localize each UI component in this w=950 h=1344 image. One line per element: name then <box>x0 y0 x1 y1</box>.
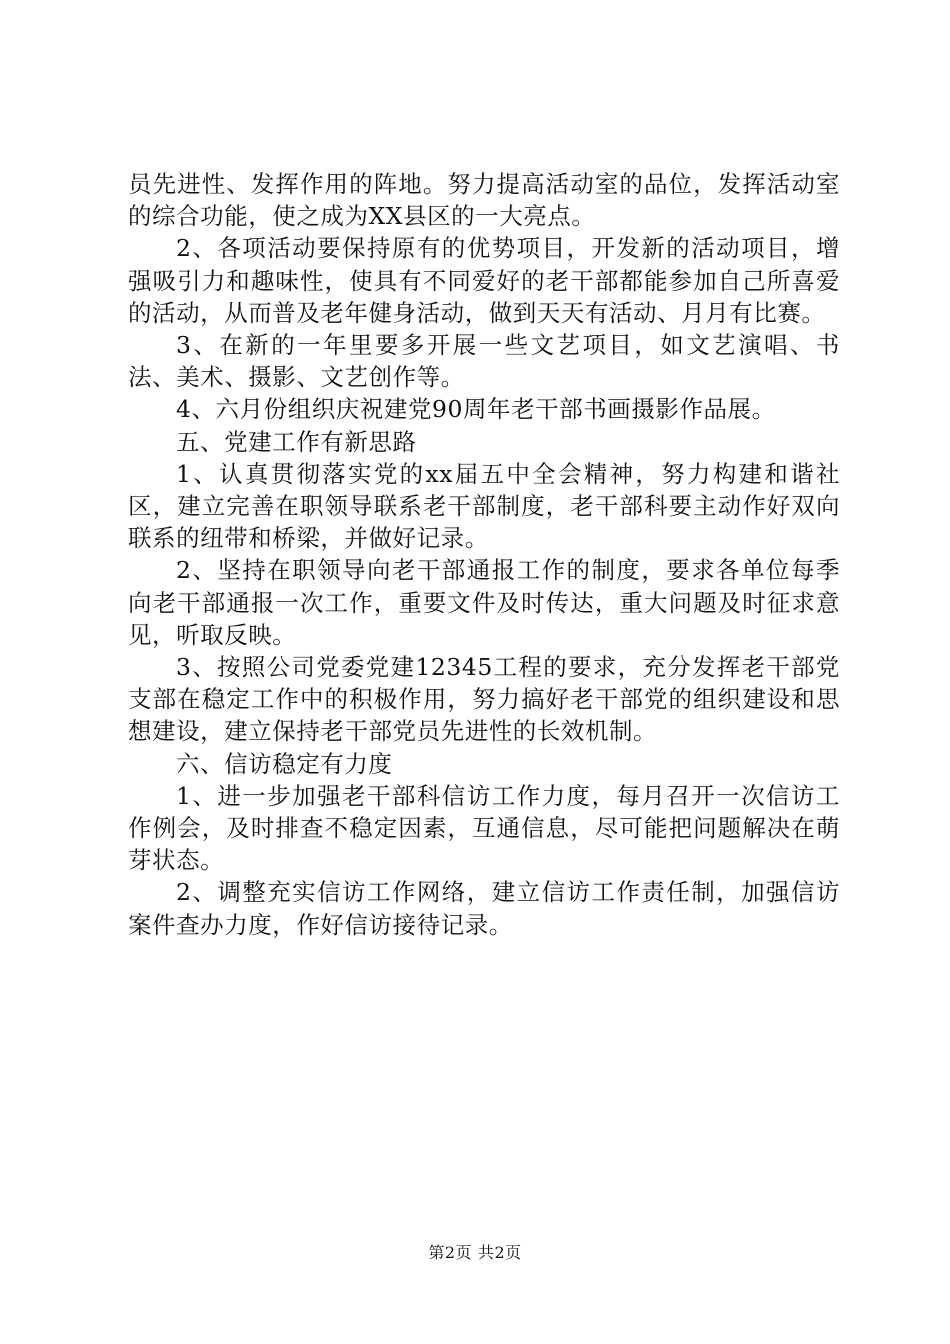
page-footer <box>0 1243 950 1263</box>
section-heading-party-building: 五、党建工作有新思路 <box>176 427 417 456</box>
paragraph-continuation: 员先进性、发挥作用的阵地。努力提高活动室的品位，发挥活动室的综合功能，使之成为XX县区的一大亮点。 <box>128 170 840 231</box>
paragraph-petition-item-2: 2、调整充实信访工作网络，建立信访工作责任制，加强信访案件查办力度，作好信访接待记录。 <box>128 878 840 939</box>
paragraph-activity-item-2: 2、各项活动要保持原有的优势项目，开发新的活动项目，增强吸引力和趣味性，使具有不同爱好的老干部都能参加自己所喜爱的活动，从而普及老年健身活动，做到天天有活动、月月有比赛。 <box>128 234 840 327</box>
paragraph-activity-item-3: 3、在新的一年里要多开展一些文艺项目，如文艺演唱、书法、美术、摄影、文艺创作等。 <box>128 331 840 392</box>
section-heading-petition-stability: 六、信访稳定有力度 <box>176 749 393 778</box>
paragraph-party-item-1: 1、认真贯彻落实党的xx届五中全会精神，努力构建和谐社区，建立完善在职领导联系老干部制度，老干部科要主动作好双向联系的纽带和桥梁，并做好记录。 <box>128 459 840 553</box>
current-page-number: 第2页 <box>428 1243 472 1262</box>
paragraph-petition-item-1: 1、进一步加强老干部科信访工作力度，每月召开一次信访工作例会，及时排查不稳定因素，互通信息，尽可能把问题解决在萌芽状态。 <box>128 781 840 875</box>
paragraph-activity-item-4: 4、六月份组织庆祝建党90周年老干部书画摄影作品展。 <box>176 395 776 424</box>
total-pages: 共2页 <box>478 1243 522 1262</box>
document-body <box>128 168 840 941</box>
paragraph-party-item-2: 2、坚持在职领导向老干部通报工作的制度，要求各单位每季向老干部通报一次工作，重要文件及时传达，重大问题及时征求意见，听取反映。 <box>128 556 840 649</box>
paragraph-party-item-3: 3、按照公司党委党建12345工程的要求，充分发挥老干部党支部在稳定工作中的积极作用，努力搞好老干部党的组织建设和思想建设，建立保持老干部党员先进性的长效机制。 <box>128 653 840 746</box>
